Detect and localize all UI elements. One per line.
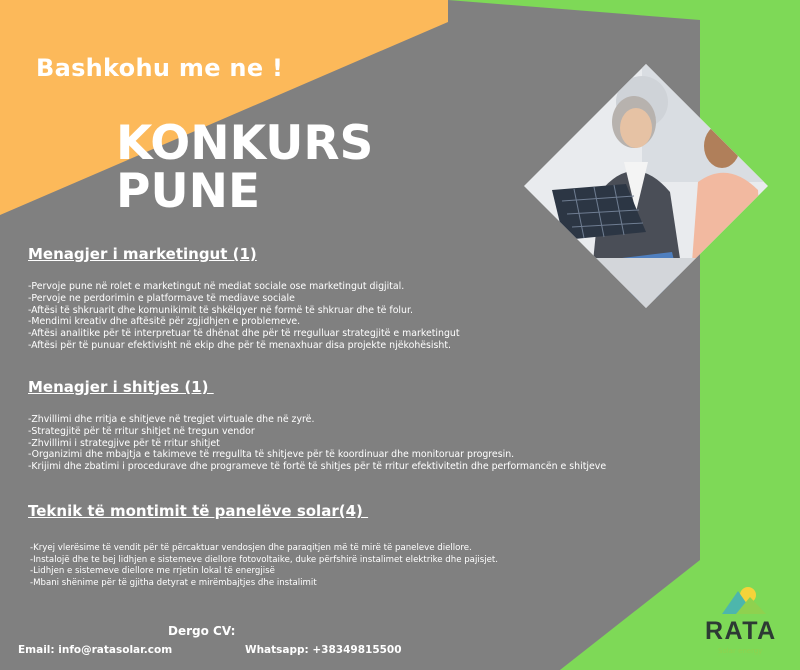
email-text: Email: info@ratasolar.com [18,644,173,656]
list-item: -Organizimi dhe mbajtja e takimeve të rregullta të shitjeve për të koordinuar dhe monitoruar progresin. [28,449,515,461]
list-item: -Instalojë dhe te bej lidhjen e sistemeve diellore fotovoltaike, duke përfshirë instalimet elektrike dhe pajisjet. [30,554,498,565]
job-title-sales-manager: Menagjer i shitjes (1) [28,378,214,396]
technician-requirements-list [30,543,498,589]
list-item: -Lidhjen e sistemeve diellore me rrjetin lokal të energjisë [30,566,275,577]
logo-tagline: Solar energy [718,647,763,655]
page-title: KONKURS PUNE [116,116,374,219]
logo-name: RATA [705,617,777,645]
list-item: -Mbani shënime për të gjitha detyrat e mirëmbajtjes dhe instalimit [30,577,317,588]
list-item: -Pervoje pune në rolet e marketingut në mediat sociale ose marketingut digjital. [28,281,405,292]
list-item: -Krijimi dhe zbatimi i procedurave dhe programeve të fortë të shitjes për të rritur efektivitetin dhe performancën e shitjeve [28,461,607,473]
list-item: -Mendimi kreativ dhe aftësitë për zgjidhjen e problemeve. [28,316,301,328]
list-item: -Zhvillimi dhe rritja e shitjeve në tregjet virtuale dhe në zyrë. [28,414,315,425]
rata-logo [700,586,792,666]
list-item: -Aftësi analitike për të interpretuar të dhënat dhe për të rregulluar strategjitë e marketingut [28,328,460,340]
marketing-requirements-list [28,281,460,352]
send-cv-label: Dergo CV: [168,624,236,638]
list-item: -Aftësi për të punuar efektivisht në ekip dhe për të menaxhuar disa projekte njëkohësisht. [28,339,452,351]
logo-mountain-icon [700,586,792,618]
list-item: -Strategjitë për të rritur shitjet në tregun vendor [28,425,255,437]
whatsapp-text: Whatsapp: +38349815500 [245,644,402,656]
sales-requirements-list [28,414,606,473]
list-item: -Zhvillimi i strategjive për të rritur shitjet [28,437,220,449]
tagline: Bashkohu me ne ! [36,54,284,82]
list-item: -Kryej vlerësime të vendit për të përcaktuar vendosjen dhe paraqitjen më të mirë të paneleve diellore. [30,543,472,553]
job-title-solar-technician: Teknik të montimit të panelëve solar(4) [28,502,369,520]
woman-with-solar-panel-photo [522,62,770,310]
job-title-marketing-manager: Menagjer i marketingut (1) [28,245,257,263]
list-item: -Aftësi të shkruarit dhe komunikimit të shkëlqyer në formë të shkruar dhe të folur. [28,304,413,316]
list-item: -Pervoje ne perdorimin e platformave të mediave sociale [28,292,295,304]
